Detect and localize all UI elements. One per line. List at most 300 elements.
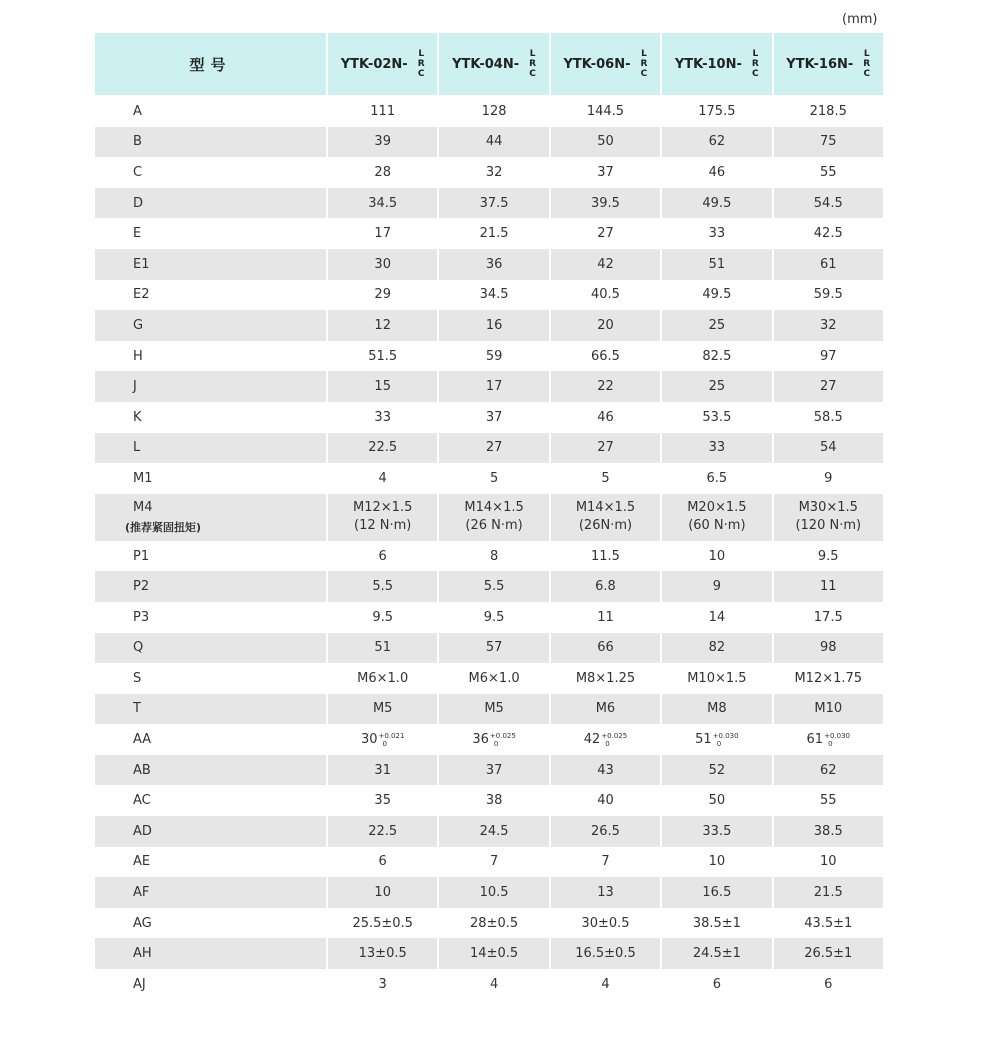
cell-value: 218.5 xyxy=(809,103,847,119)
value-cell xyxy=(437,724,548,755)
upper-tolerance: +0.021 xyxy=(378,731,405,740)
value-cell xyxy=(326,341,437,372)
value-cell xyxy=(660,402,771,433)
table-header-row xyxy=(95,33,883,95)
cell-value: 13 xyxy=(597,885,614,901)
value-cell xyxy=(660,280,771,311)
cell-value: 4 xyxy=(489,976,499,992)
value-cell xyxy=(549,724,660,755)
row-label: K xyxy=(133,409,142,425)
cell-value: 11 xyxy=(597,609,614,625)
cell-value: 6.5 xyxy=(706,470,728,486)
value-cell xyxy=(549,402,660,433)
cell-value: 82 xyxy=(708,640,726,656)
table-row xyxy=(95,96,883,127)
tolerance-value xyxy=(472,732,515,748)
value-cell xyxy=(549,877,660,908)
row-label-cell xyxy=(95,280,326,311)
value-cell xyxy=(437,755,548,786)
cell-value: 17 xyxy=(374,226,391,242)
value-cell xyxy=(549,157,660,188)
upper-tolerance: +0.025 xyxy=(601,731,628,740)
cell-value: 27 xyxy=(485,440,503,456)
table-row xyxy=(95,969,883,1000)
value-cell xyxy=(549,847,660,878)
value-cell xyxy=(437,908,548,939)
cell-value: 28±0.5 xyxy=(470,915,519,931)
value-cell xyxy=(437,571,548,602)
cell-value: 17 xyxy=(485,379,503,395)
table-row xyxy=(95,157,883,188)
cell-value: 4 xyxy=(378,470,387,486)
cell-value: 22.5 xyxy=(368,823,398,839)
cell-value: 37 xyxy=(597,164,614,180)
header-model-3 xyxy=(549,33,660,95)
row-label-cell xyxy=(95,938,326,969)
value-cell xyxy=(549,127,660,158)
value-cell xyxy=(660,249,771,280)
cell-value: M6 xyxy=(595,701,616,717)
value-cell xyxy=(772,494,883,541)
cell-value: 36 xyxy=(485,256,503,272)
cell-value: 7 xyxy=(601,854,610,870)
header-model-5 xyxy=(772,33,883,95)
value-cell xyxy=(549,602,660,633)
table-row xyxy=(95,571,883,602)
value-cell xyxy=(772,633,883,664)
value-cell xyxy=(772,969,883,1000)
table-row xyxy=(95,633,883,664)
nominal-value: 51 xyxy=(695,732,712,748)
value-cell xyxy=(437,969,548,1000)
lower-tolerance: 0 xyxy=(605,739,610,748)
value-cell xyxy=(437,877,548,908)
cell-value: 55 xyxy=(819,793,837,809)
cell-value: 9 xyxy=(712,579,721,595)
value-cell xyxy=(437,602,548,633)
table-row xyxy=(95,847,883,878)
table-row xyxy=(95,218,883,249)
tolerance-value xyxy=(584,732,627,748)
row-label-cell xyxy=(95,463,326,494)
row-label-cell xyxy=(95,541,326,572)
value-line: M20×1.5 xyxy=(687,500,747,516)
cell-value: 39 xyxy=(374,134,391,150)
value-cell xyxy=(437,188,548,219)
value-cell xyxy=(437,218,548,249)
value-cell xyxy=(660,755,771,786)
value-cell xyxy=(326,463,437,494)
cell-value: 22 xyxy=(597,379,614,395)
model-name: YTK-16N- xyxy=(786,56,854,72)
cell-value: M6×1.0 xyxy=(357,670,409,686)
row-label-cell xyxy=(95,157,326,188)
row-label: E xyxy=(133,226,142,242)
value-cell xyxy=(772,463,883,494)
lower-tolerance: 0 xyxy=(716,739,722,748)
dimension-table xyxy=(95,33,883,1000)
cell-value: 37 xyxy=(485,762,503,778)
cell-value: 20 xyxy=(597,317,614,333)
value-cell xyxy=(326,785,437,816)
row-label: E2 xyxy=(133,287,150,303)
cell-value: 111 xyxy=(370,103,396,119)
header-model-2 xyxy=(437,33,548,95)
value-cell xyxy=(772,218,883,249)
cell-value: 43 xyxy=(597,762,614,778)
value-cell xyxy=(772,877,883,908)
cell-value: 9.5 xyxy=(817,548,839,564)
cell-value: 16.5±0.5 xyxy=(575,946,636,962)
table-row xyxy=(95,280,883,311)
cell-value: 26.5±1 xyxy=(804,946,853,962)
row-label: M1 xyxy=(133,470,153,486)
cell-value: M12×1.75 xyxy=(794,670,863,686)
row-label: AD xyxy=(133,823,152,839)
value-cell xyxy=(772,663,883,694)
value-line: M12×1.5 xyxy=(353,500,413,516)
value-cell xyxy=(660,938,771,969)
cell-value: 24.5±1 xyxy=(692,946,741,962)
row-label: C xyxy=(133,164,143,180)
row-label-cell xyxy=(95,847,326,878)
value-cell xyxy=(660,433,771,464)
row-label-cell xyxy=(95,341,326,372)
model-name: YTK-04N- xyxy=(452,56,520,72)
cell-value: M8×1.25 xyxy=(575,670,636,686)
cell-value: 59.5 xyxy=(813,287,843,303)
cell-value: 97 xyxy=(819,348,837,364)
cell-value: 53.5 xyxy=(702,409,732,425)
unit-label: (mm) xyxy=(842,12,878,27)
table-row xyxy=(95,602,883,633)
table-row xyxy=(95,938,883,969)
value-cell xyxy=(437,371,548,402)
table-row xyxy=(95,463,883,494)
nominal-value: 36 xyxy=(472,732,489,748)
value-cell xyxy=(437,280,548,311)
table-row xyxy=(95,188,883,219)
tolerance-value xyxy=(695,732,738,748)
table-row xyxy=(95,402,883,433)
cell-value: 12 xyxy=(374,317,391,333)
value-cell xyxy=(437,847,548,878)
value-cell xyxy=(660,188,771,219)
table-row xyxy=(95,785,883,816)
cell-value: M5 xyxy=(372,701,393,717)
value-cell xyxy=(437,663,548,694)
row-label-cell xyxy=(95,663,326,694)
value-line: (12 N·m) xyxy=(354,518,412,534)
value-line: M14×1.5 xyxy=(575,500,636,516)
row-label-cell xyxy=(95,494,326,541)
row-label-cell xyxy=(95,908,326,939)
cell-value: 32 xyxy=(819,317,837,333)
value-cell xyxy=(326,371,437,402)
value-cell xyxy=(772,847,883,878)
header-model-4 xyxy=(660,33,771,95)
cell-value: 52 xyxy=(708,762,726,778)
value-cell xyxy=(437,785,548,816)
row-label: A xyxy=(133,103,142,119)
value-cell xyxy=(772,157,883,188)
cell-value: 27 xyxy=(819,379,837,395)
value-cell xyxy=(549,218,660,249)
value-cell xyxy=(772,541,883,572)
value-cell xyxy=(326,755,437,786)
cell-value: 27 xyxy=(597,440,614,456)
value-cell xyxy=(326,908,437,939)
row-label-cell xyxy=(95,96,326,127)
value-cell xyxy=(772,280,883,311)
row-label-cell xyxy=(95,371,326,402)
cell-value: 11 xyxy=(819,579,837,595)
cell-value: 50 xyxy=(597,134,614,150)
lower-tolerance: 0 xyxy=(493,739,499,748)
value-cell xyxy=(326,633,437,664)
cell-value: 38.5 xyxy=(813,823,843,839)
value-cell xyxy=(549,188,660,219)
value-cell xyxy=(772,785,883,816)
value-cell xyxy=(660,724,771,755)
value-cell xyxy=(437,96,548,127)
value-cell xyxy=(549,938,660,969)
row-label-cell xyxy=(95,310,326,341)
value-cell xyxy=(549,541,660,572)
row-label: P2 xyxy=(133,579,150,595)
cell-value: 6 xyxy=(378,548,387,564)
row-label: E1 xyxy=(133,256,150,272)
cell-value: 14 xyxy=(708,609,726,625)
value-cell xyxy=(549,371,660,402)
cell-value: 61 xyxy=(819,256,837,272)
row-label-cell xyxy=(95,188,326,219)
table-row xyxy=(95,127,883,158)
value-cell xyxy=(772,127,883,158)
row-label: D xyxy=(133,195,144,211)
cell-value: 33 xyxy=(708,440,726,456)
cell-value: 16 xyxy=(485,317,503,333)
value-cell xyxy=(660,541,771,572)
cell-value: M6×1.0 xyxy=(468,670,520,686)
tolerance-value xyxy=(361,732,404,748)
value-cell xyxy=(660,494,771,541)
model-suffix: L R C xyxy=(863,49,871,79)
cell-value: 31 xyxy=(374,762,391,778)
row-label: T xyxy=(133,701,141,717)
cell-value: 15 xyxy=(374,379,391,395)
cell-value: 7 xyxy=(489,854,499,870)
value-cell xyxy=(660,157,771,188)
row-label: AF xyxy=(133,885,150,901)
cell-value: 49.5 xyxy=(702,287,732,303)
cell-value: 6 xyxy=(824,976,833,992)
value-cell xyxy=(549,816,660,847)
value-line: (120 N·m) xyxy=(795,518,862,534)
row-label-cell xyxy=(95,969,326,1000)
row-label-cell xyxy=(95,755,326,786)
cell-value: 49.5 xyxy=(702,195,732,211)
row-label: L xyxy=(133,440,141,456)
table-row xyxy=(95,816,883,847)
cell-value: 32 xyxy=(485,164,503,180)
cell-value: 44 xyxy=(485,134,503,150)
cell-value: 82.5 xyxy=(702,348,732,364)
table-row xyxy=(95,541,883,572)
row-label: AE xyxy=(133,854,151,870)
model-suffix: L R C xyxy=(640,49,648,79)
value-cell xyxy=(660,663,771,694)
cell-value: 25 xyxy=(708,317,726,333)
value-cell xyxy=(772,938,883,969)
value-cell xyxy=(437,341,548,372)
value-cell xyxy=(326,249,437,280)
value-cell xyxy=(660,571,771,602)
cell-value: 25 xyxy=(708,379,726,395)
row-label: M4 xyxy=(133,499,153,515)
cell-value: 54.5 xyxy=(813,195,843,211)
value-cell xyxy=(437,310,548,341)
value-cell xyxy=(660,633,771,664)
value-cell xyxy=(660,602,771,633)
value-cell xyxy=(772,371,883,402)
cell-value: 40.5 xyxy=(591,287,620,303)
cell-value: 144.5 xyxy=(586,103,625,119)
cell-value: 10 xyxy=(708,854,726,870)
cell-value: 9.5 xyxy=(483,609,505,625)
cell-value: 4 xyxy=(601,976,610,992)
table-row xyxy=(95,433,883,464)
value-cell xyxy=(772,724,883,755)
value-cell xyxy=(772,341,883,372)
cell-value: M10 xyxy=(814,701,843,717)
value-cell xyxy=(660,310,771,341)
value-cell xyxy=(772,755,883,786)
value-cell xyxy=(437,127,548,158)
row-label: AJ xyxy=(133,976,146,992)
cell-value: 30 xyxy=(374,256,391,272)
value-cell xyxy=(326,494,437,541)
cell-value: 13±0.5 xyxy=(358,946,407,962)
value-cell xyxy=(437,633,548,664)
cell-value: 37 xyxy=(485,409,503,425)
value-cell xyxy=(326,96,437,127)
row-label: J xyxy=(133,379,137,395)
cell-value: 46 xyxy=(708,164,726,180)
value-cell xyxy=(437,694,548,725)
cell-value: 10 xyxy=(708,548,726,564)
value-cell xyxy=(437,463,548,494)
value-cell xyxy=(660,969,771,1000)
lower-tolerance: 0 xyxy=(382,739,387,748)
value-cell xyxy=(437,541,548,572)
value-cell xyxy=(326,847,437,878)
value-cell xyxy=(660,127,771,158)
cell-value: 98 xyxy=(819,640,837,656)
cell-value: M10×1.5 xyxy=(687,670,747,686)
cell-value: 59 xyxy=(485,348,503,364)
value-cell xyxy=(549,249,660,280)
row-label-cell xyxy=(95,433,326,464)
cell-value: 37.5 xyxy=(479,195,509,211)
value-cell xyxy=(326,433,437,464)
value-cell xyxy=(660,218,771,249)
cell-value: 5.5 xyxy=(483,579,505,595)
cell-value: 39.5 xyxy=(591,195,620,211)
value-cell xyxy=(772,694,883,725)
value-cell xyxy=(549,755,660,786)
value-cell xyxy=(549,571,660,602)
value-cell xyxy=(549,341,660,372)
value-cell xyxy=(660,847,771,878)
cell-value: 75 xyxy=(819,134,837,150)
model-suffix: L R C xyxy=(529,49,537,79)
value-cell xyxy=(326,663,437,694)
cell-value: 26.5 xyxy=(591,823,620,839)
row-label: AA xyxy=(133,732,152,748)
value-cell xyxy=(437,938,548,969)
value-cell xyxy=(326,877,437,908)
value-cell xyxy=(660,96,771,127)
cell-value: 21.5 xyxy=(813,885,843,901)
cell-value: 10 xyxy=(819,854,837,870)
value-cell xyxy=(660,816,771,847)
table-row xyxy=(95,371,883,402)
cell-value: 42 xyxy=(597,256,614,272)
cell-value: 16.5 xyxy=(702,885,732,901)
value-cell xyxy=(772,908,883,939)
cell-value: 14±0.5 xyxy=(470,946,519,962)
upper-tolerance: +0.030 xyxy=(712,731,739,740)
value-cell xyxy=(549,463,660,494)
value-line: (26N·m) xyxy=(578,518,633,534)
value-cell xyxy=(660,463,771,494)
value-cell xyxy=(772,602,883,633)
cell-value: 34.5 xyxy=(368,195,398,211)
model-name: YTK-02N- xyxy=(340,56,408,72)
value-cell xyxy=(437,402,548,433)
cell-value: 10.5 xyxy=(479,885,509,901)
value-cell xyxy=(772,816,883,847)
model-suffix: L R C xyxy=(751,49,759,79)
cell-value: 21.5 xyxy=(479,226,509,242)
cell-value: 3 xyxy=(378,976,387,992)
lower-tolerance: 0 xyxy=(828,739,833,748)
value-cell xyxy=(772,188,883,219)
value-cell xyxy=(549,663,660,694)
row-label: H xyxy=(133,348,143,364)
cell-value: 34.5 xyxy=(479,287,509,303)
row-label-cell xyxy=(95,571,326,602)
value-cell xyxy=(772,96,883,127)
value-line: (26 N·m) xyxy=(465,518,523,534)
table-row xyxy=(95,694,883,725)
table-row xyxy=(95,908,883,939)
model-name: YTK-10N- xyxy=(674,56,742,72)
cell-value: 29 xyxy=(374,287,391,303)
row-label: AC xyxy=(133,793,151,809)
row-label-cell xyxy=(95,694,326,725)
value-cell xyxy=(660,877,771,908)
value-cell xyxy=(326,188,437,219)
cell-value: 5 xyxy=(601,470,610,486)
header-model-1 xyxy=(326,33,437,95)
cell-value: M5 xyxy=(484,701,504,717)
cell-value: 40 xyxy=(597,793,614,809)
value-cell xyxy=(437,433,548,464)
cell-value: 38 xyxy=(485,793,503,809)
cell-value: 27 xyxy=(597,226,614,242)
